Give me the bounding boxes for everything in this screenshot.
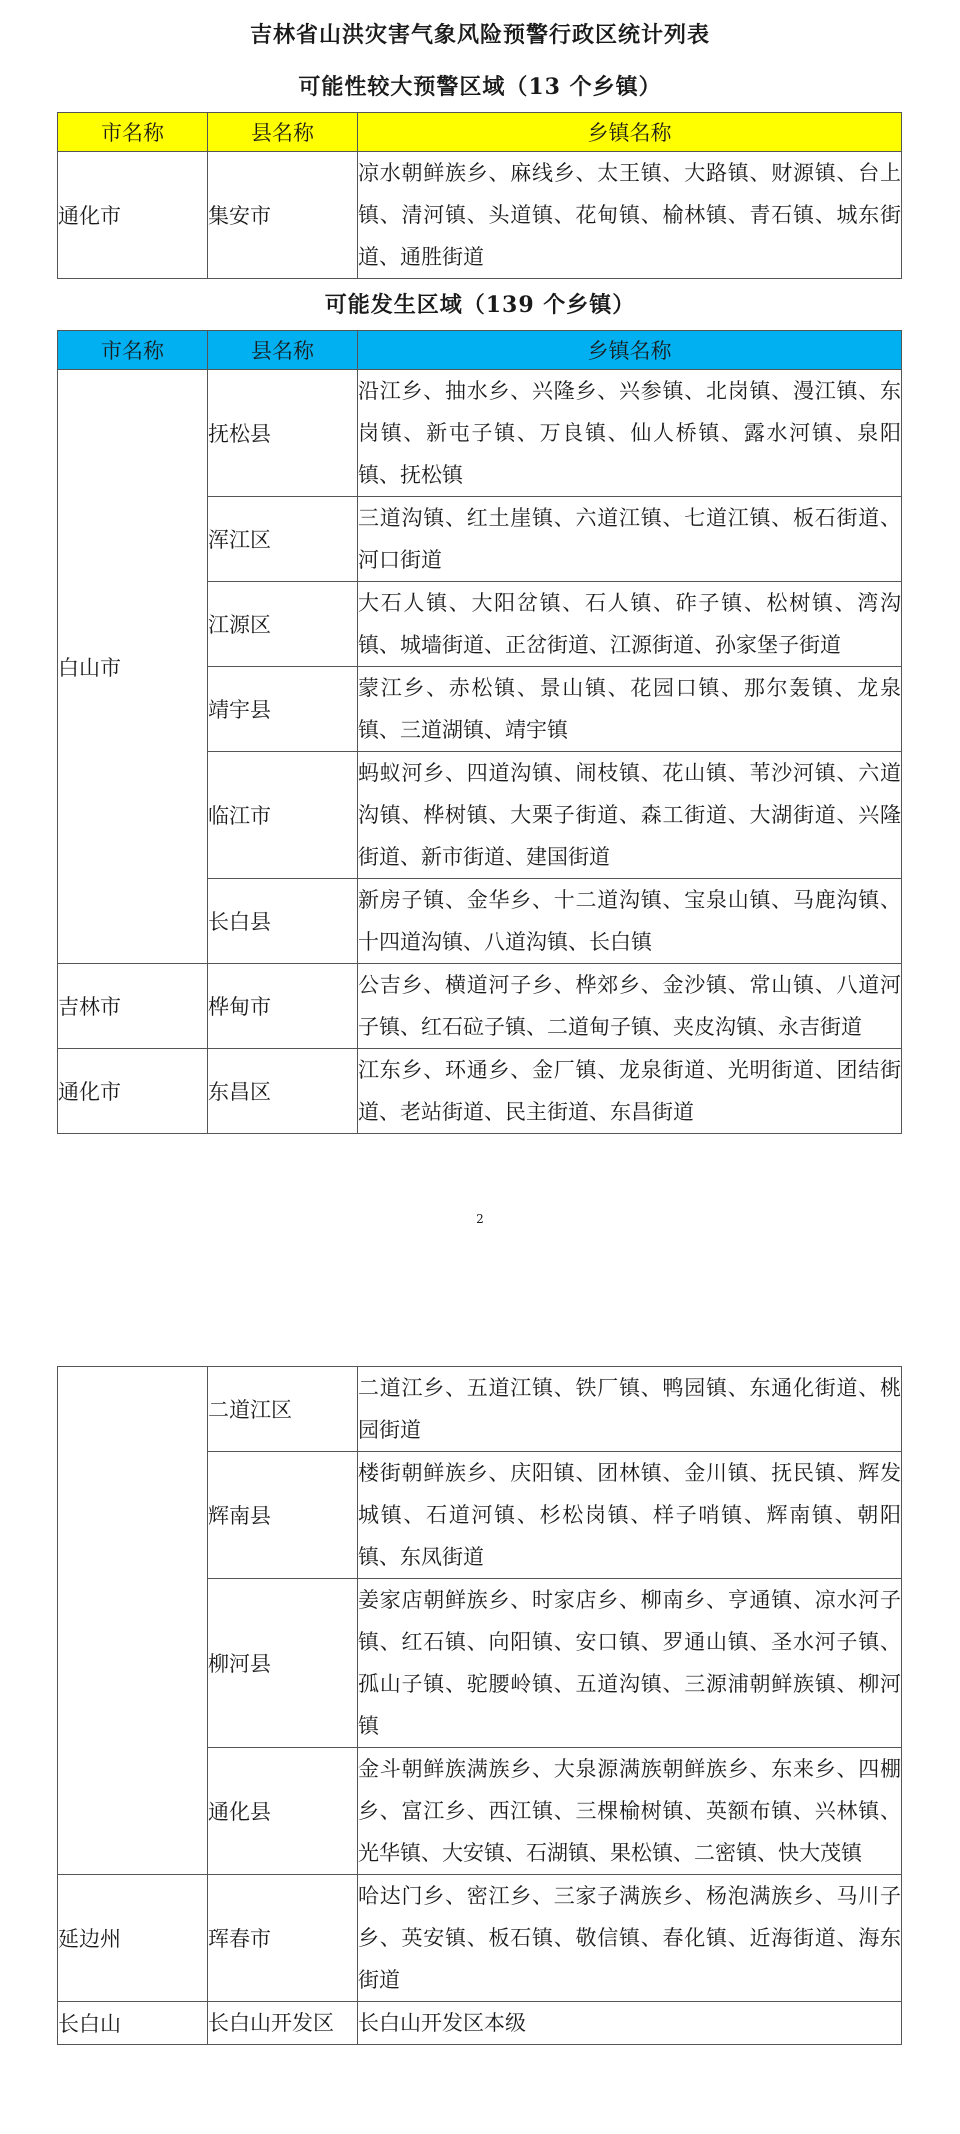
county-cell: 东昌区 — [208, 1049, 358, 1134]
table-row — [58, 1049, 902, 1134]
county-cell: 辉南县 — [208, 1452, 358, 1579]
towns-cell: 蒙江乡、赤松镇、景山镇、花园口镇、那尔轰镇、龙泉镇、三道湖镇、靖宇镇 — [358, 667, 902, 752]
county-cell: 抚松县 — [208, 370, 358, 497]
header-city: 市名称 — [58, 331, 208, 370]
county-cell: 二道江区 — [208, 1367, 358, 1452]
city-cell — [58, 1367, 208, 1875]
county-cell: 柳河县 — [208, 1579, 358, 1748]
county-cell: 长白山开发区 — [208, 2002, 358, 2045]
city-cell: 吉林市 — [58, 964, 208, 1049]
table-possible-risk — [57, 330, 902, 1134]
city-cell: 通化市 — [58, 1049, 208, 1134]
city-cell: 长白山 — [58, 2002, 208, 2045]
city-cell: 白山市 — [58, 370, 208, 964]
table-row — [58, 370, 902, 497]
table-header-row — [58, 331, 902, 370]
section1-heading: 可能性较大预警区域（13 个乡镇） — [298, 74, 662, 100]
table-row — [58, 964, 902, 1049]
towns-cell: 蚂蚁河乡、四道沟镇、闹枝镇、花山镇、苇沙河镇、六道沟镇、桦树镇、大栗子街道、森工街道、大湖街道、兴隆街道、新市街道、建国街道 — [358, 752, 902, 879]
county-cell: 集安市 — [208, 152, 358, 279]
city-cell: 延边州 — [58, 1875, 208, 2002]
county-cell: 长白县 — [208, 879, 358, 964]
header-city: 市名称 — [58, 113, 208, 152]
section2-heading: 可能发生区域（139 个乡镇） — [324, 292, 636, 318]
county-cell: 江源区 — [208, 582, 358, 667]
towns-cell: 大石人镇、大阳岔镇、石人镇、砟子镇、松树镇、湾沟镇、城墙街道、正岔街道、江源街道、孙家堡子街道 — [358, 582, 902, 667]
table-row — [58, 152, 902, 279]
header-towns: 乡镇名称 — [358, 113, 902, 152]
header-county: 县名称 — [208, 331, 358, 370]
towns-cell: 二道江乡、五道江镇、铁厂镇、鸭园镇、东通化街道、桃园街道 — [358, 1367, 902, 1452]
towns-cell: 姜家店朝鲜族乡、时家店乡、柳南乡、亨通镇、凉水河子镇、红石镇、向阳镇、安口镇、罗通山镇、圣水河子镇、孤山子镇、驼腰岭镇、五道沟镇、三源浦朝鲜族镇、柳河镇 — [358, 1579, 902, 1748]
towns-cell: 沿江乡、抽水乡、兴隆乡、兴参镇、北岗镇、漫江镇、东岗镇、新屯子镇、万良镇、仙人桥镇、露水河镇、泉阳镇、抚松镇 — [358, 370, 902, 497]
towns-cell: 金斗朝鲜族满族乡、大泉源满族朝鲜族乡、东来乡、四棚乡、富江乡、西江镇、三棵榆树镇、英额布镇、兴林镇、光华镇、大安镇、石湖镇、果松镇、二密镇、快大茂镇 — [358, 1748, 902, 1875]
county-cell: 桦甸市 — [208, 964, 358, 1049]
table-row — [58, 2002, 902, 2045]
towns-cell: 楼街朝鲜族乡、庆阳镇、团林镇、金川镇、抚民镇、辉发城镇、石道河镇、杉松岗镇、样子哨镇、辉南镇、朝阳镇、东凤街道 — [358, 1452, 902, 1579]
table-high-risk — [57, 112, 902, 279]
header-towns: 乡镇名称 — [358, 331, 902, 370]
table-row — [58, 1367, 902, 1452]
towns-cell: 凉水朝鲜族乡、麻线乡、太王镇、大路镇、财源镇、台上镇、清河镇、头道镇、花甸镇、榆林镇、青石镇、城东街道、通胜街道 — [358, 152, 902, 279]
towns-cell: 三道沟镇、红土崖镇、六道江镇、七道江镇、板石街道、河口街道 — [358, 497, 902, 582]
county-cell: 珲春市 — [208, 1875, 358, 2002]
table-row — [58, 1875, 902, 2002]
table-header-row — [58, 113, 902, 152]
county-cell: 浑江区 — [208, 497, 358, 582]
city-cell: 通化市 — [58, 152, 208, 279]
towns-cell: 长白山开发区本级 — [358, 2002, 902, 2045]
table-possible-risk-continued — [57, 1366, 902, 2045]
header-county: 县名称 — [208, 113, 358, 152]
towns-cell: 新房子镇、金华乡、十二道沟镇、宝泉山镇、马鹿沟镇、十四道沟镇、八道沟镇、长白镇 — [358, 879, 902, 964]
county-cell: 临江市 — [208, 752, 358, 879]
towns-cell: 哈达门乡、密江乡、三家子满族乡、杨泡满族乡、马川子乡、英安镇、板石镇、敬信镇、春化镇、近海街道、海东街道 — [358, 1875, 902, 2002]
county-cell: 靖宇县 — [208, 667, 358, 752]
county-cell: 通化县 — [208, 1748, 358, 1875]
document-title: 吉林省山洪灾害气象风险预警行政区统计列表 — [249, 22, 710, 48]
towns-cell: 公吉乡、横道河子乡、桦郊乡、金沙镇、常山镇、八道河子镇、红石砬子镇、二道甸子镇、夹皮沟镇、永吉街道 — [358, 964, 902, 1049]
towns-cell: 江东乡、环通乡、金厂镇、龙泉街道、光明街道、团结街道、老站街道、民主街道、东昌街道 — [358, 1049, 902, 1134]
page-number: 2 — [476, 1212, 484, 1226]
